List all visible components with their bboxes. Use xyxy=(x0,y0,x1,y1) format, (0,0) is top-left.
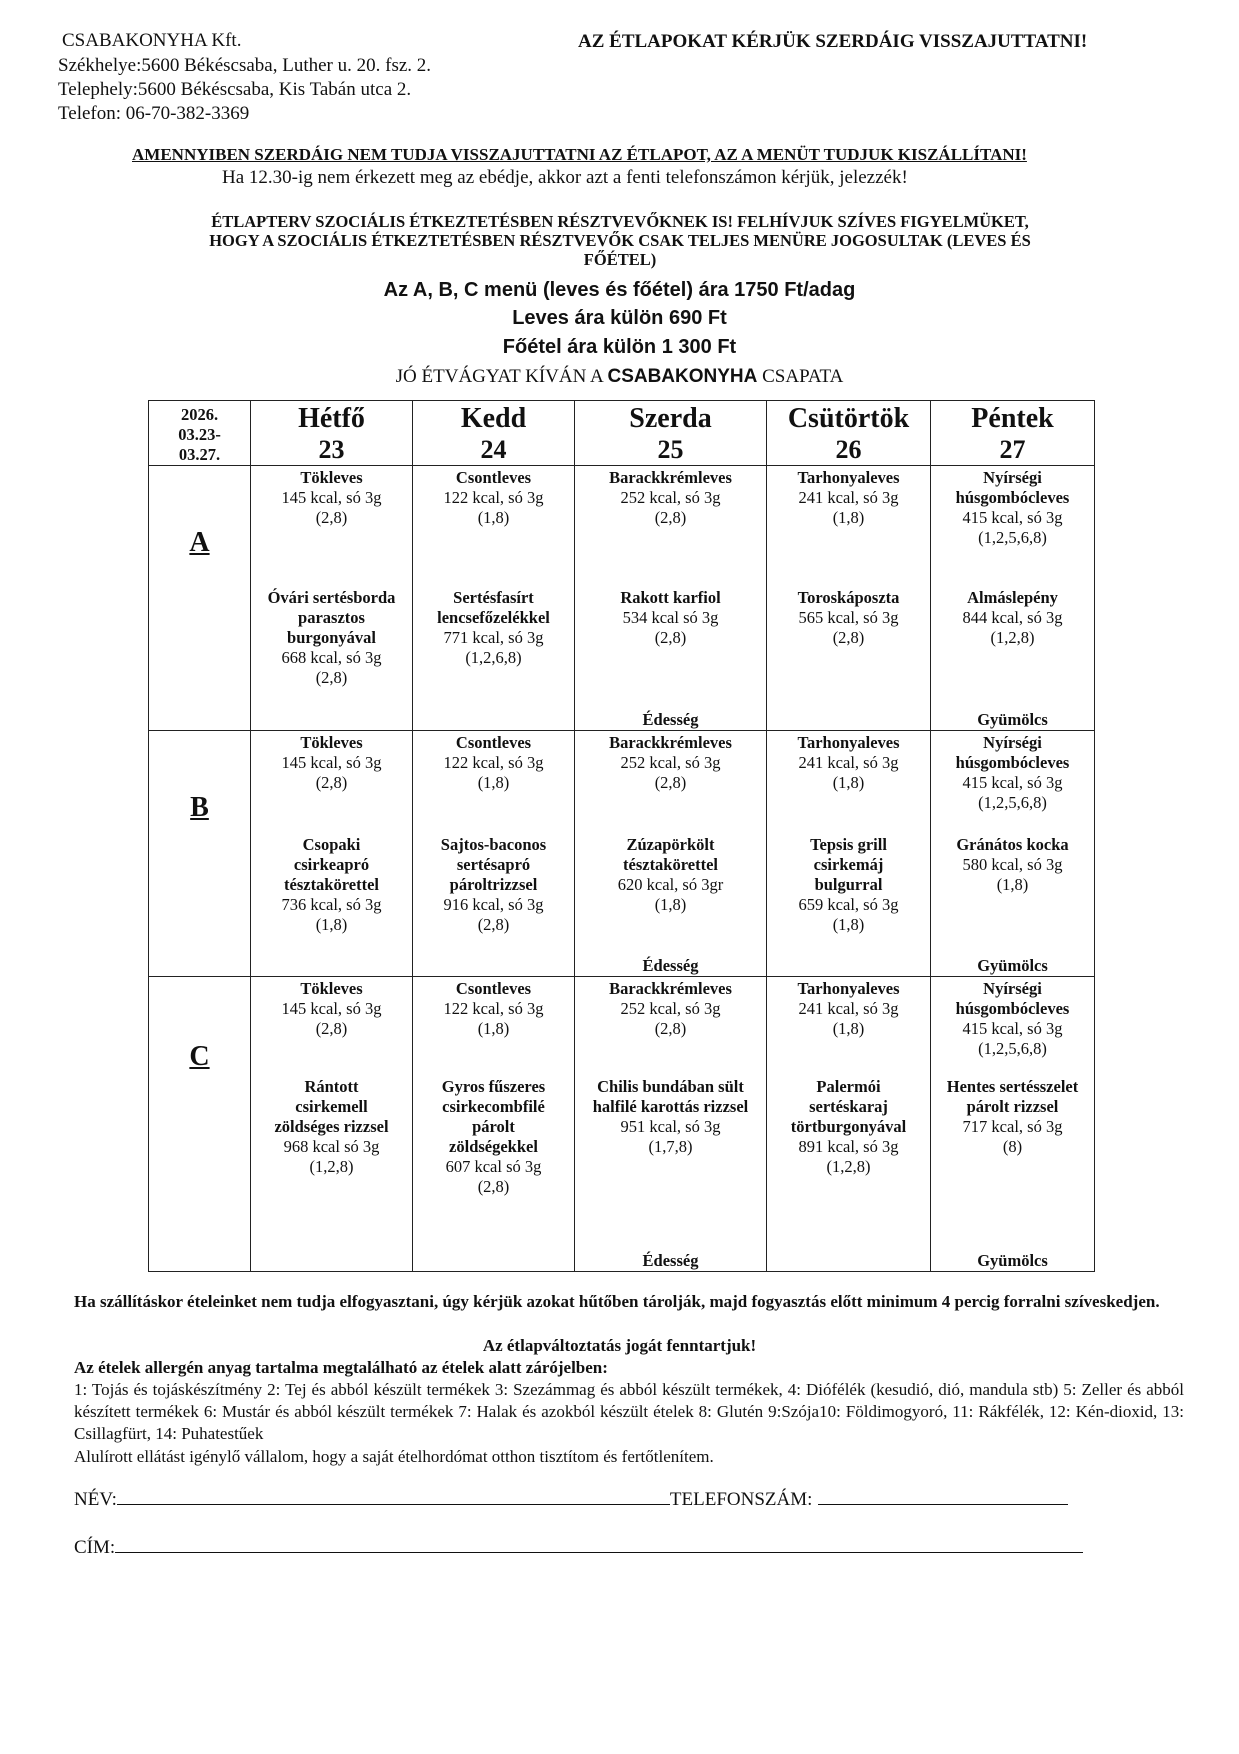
greeting: JÓ ÉTVÁGYAT KÍVÁN A CSABAKONYHA CSAPATA xyxy=(395,366,844,387)
soup-info: (1,8) xyxy=(832,1019,865,1038)
main-dish-block xyxy=(767,835,930,935)
soup-name: húsgombócleves xyxy=(955,488,1070,507)
soup-info: (1,8) xyxy=(477,508,510,527)
soup-info: 145 kcal, só 3g xyxy=(281,753,382,772)
soup-name: Nyírségi xyxy=(983,979,1042,998)
soup-name: Tarhonyaleves xyxy=(797,733,900,752)
extra-item: Gyümölcs xyxy=(977,956,1048,975)
name-field-row xyxy=(74,1486,1068,1511)
day-header-wed: Szerda 25 xyxy=(575,401,767,466)
soup-info: 122 kcal, só 3g xyxy=(443,753,544,772)
main-dish-name: Almáslepény xyxy=(967,588,1058,607)
soup-info: 122 kcal, só 3g xyxy=(443,999,544,1018)
main-dish-name: csirkemell xyxy=(295,1097,368,1116)
soup-block xyxy=(413,977,574,1039)
soup-info: 252 kcal, só 3g xyxy=(620,999,721,1018)
main-dish-info: 565 kcal, só 3g xyxy=(798,608,899,627)
main-dish-block xyxy=(413,1077,574,1197)
main-dish-name: Rántott xyxy=(304,1077,359,1096)
main-dish-name: Zúzapörkölt xyxy=(626,835,715,854)
soup-info: (1,8) xyxy=(477,773,510,792)
main-dish-info: (1,2,8) xyxy=(309,1157,354,1176)
main-dish-info: (1,2,8) xyxy=(826,1157,871,1176)
main-dish-name: Rakott karfiol xyxy=(620,588,721,607)
main-dish-name: zöldségekkel xyxy=(449,1137,538,1156)
main-dish-name: törtburgonyával xyxy=(790,1117,907,1136)
soup-name: Tökleves xyxy=(300,979,363,998)
main-dish-name: Csopaki xyxy=(302,835,361,854)
soup-block xyxy=(575,977,766,1039)
soup-info: (2,8) xyxy=(315,1019,348,1038)
main-dish-info: 844 kcal, só 3g xyxy=(962,608,1063,627)
soup-block xyxy=(931,977,1094,1059)
soup-info: (2,8) xyxy=(654,1019,687,1038)
soup-block xyxy=(931,731,1094,813)
lunch-notice: Ha 12.30-ig nem érkezett meg az ebédje, akkor azt a fenti telefonszámon kérjük, jelezzék! xyxy=(222,167,908,188)
menu-cell xyxy=(575,466,767,731)
main-dish-info: 620 kcal, só 3gr xyxy=(617,875,724,894)
main-dish-name: Palermói xyxy=(816,1077,881,1096)
soup-name: Nyírségi xyxy=(983,468,1042,487)
main-dish-block xyxy=(251,835,412,935)
company-site: Telephely:5600 Békéscsaba, Kis Tabán utca 2. xyxy=(58,79,412,100)
soup-info: (1,2,5,6,8) xyxy=(978,528,1047,547)
main-dish-name: csirkeapró xyxy=(293,855,370,874)
main-dish-info: 668 kcal, só 3g xyxy=(281,648,382,667)
main-dish-name: tésztakörettel xyxy=(284,875,379,894)
main-dish-name: Chilis bundában sült xyxy=(597,1077,744,1096)
storage-notice: Ha szállításkor ételeinket nem tudja elfogyasztani, úgy kérjük azokat hűtőben tárolják, majd fogyasztás előtt minimum 4 percig forralni szíveskedjen. xyxy=(74,1292,1160,1311)
main-dish-name: csirkecombfilé xyxy=(442,1097,545,1116)
soup-name: Csontleves xyxy=(455,979,532,998)
soup-block xyxy=(251,977,412,1039)
menu-cell xyxy=(767,731,931,977)
soup-info: 241 kcal, só 3g xyxy=(798,999,899,1018)
soup-info: (2,8) xyxy=(654,508,687,527)
soup-block xyxy=(767,731,930,793)
main-dish-info: (8) xyxy=(1002,1137,1023,1156)
main-dish-info: (1,8) xyxy=(315,915,348,934)
soup-name: Tökleves xyxy=(300,468,363,487)
soup-block xyxy=(251,731,412,793)
menu-cell xyxy=(251,731,413,977)
main-dish-info: 736 kcal, só 3g xyxy=(281,895,382,914)
menu-cell xyxy=(413,977,575,1272)
menu-cell xyxy=(931,731,1095,977)
menu-cell xyxy=(931,977,1095,1272)
soup-info: (2,8) xyxy=(654,773,687,792)
soup-name: Barackkrémleves xyxy=(609,733,732,752)
main-dish-name: csirkemáj xyxy=(813,855,884,874)
price-menu: Az A, B, C menü (leves és főétel) ára 1750 Ft/adag xyxy=(383,279,856,301)
price-main: Főétel ára külön 1 300 Ft xyxy=(502,336,737,358)
soup-name: Tökleves xyxy=(300,733,363,752)
soup-info: 252 kcal, só 3g xyxy=(620,488,721,507)
company-phone: Telefon: 06-70-382-3369 xyxy=(58,103,250,124)
main-dish-name: párolt xyxy=(472,1117,515,1136)
main-dish-name: Sajtos-baconos xyxy=(440,835,547,854)
main-dish-info: 580 kcal, só 3g xyxy=(962,855,1063,874)
menu-cell xyxy=(251,977,413,1272)
main-dish-info: (2,8) xyxy=(477,1177,510,1196)
soup-block xyxy=(931,466,1094,548)
soup-block xyxy=(767,466,930,528)
extra-item: Édesség xyxy=(642,710,699,729)
soup-info: (1,8) xyxy=(477,1019,510,1038)
menu-letter: C xyxy=(189,1041,210,1072)
main-dish-block xyxy=(575,588,766,648)
main-dish-block xyxy=(251,1077,412,1177)
main-dish-block xyxy=(767,1077,930,1177)
soup-block xyxy=(413,731,574,793)
table-header-row xyxy=(149,401,1095,466)
main-dish-info: 891 kcal, só 3g xyxy=(798,1137,899,1156)
soup-info: (1,8) xyxy=(832,508,865,527)
main-dish-block xyxy=(767,588,930,648)
main-dish-block xyxy=(575,835,766,915)
soup-info: 241 kcal, só 3g xyxy=(798,753,899,772)
extra-item: Édesség xyxy=(642,956,699,975)
soup-info: (2,8) xyxy=(315,508,348,527)
main-dish-block xyxy=(413,588,574,668)
main-dish-info: (1,8) xyxy=(996,875,1029,894)
delivery-notice: AMENNYIBEN SZERDÁIG NEM TUDJA VISSZAJUTTATNI AZ ÉTLAPOT, AZ A MENÜT TUDJUK KISZÁLLÍTANI! xyxy=(132,145,1027,164)
main-dish-block xyxy=(931,1077,1094,1157)
main-dish-name: halfilé karottás rizzsel xyxy=(592,1097,749,1116)
menu-cell xyxy=(413,466,575,731)
main-dish-name: zöldséges rizzsel xyxy=(274,1117,389,1136)
social-notice: ÉTLAPTERV SZOCIÁLIS ÉTKEZTETÉSBEN RÉSZTVEVŐKNEK IS! FELHÍVJUK SZÍVES FIGYELMÜKET, HOGY A SZOCIÁLIS ÉTKEZTETÉSBEN RÉSZTVEVŐK CSAK TELJES MENÜRE JOGOSULTAK (LEVES ÉS FŐÉTEL) xyxy=(209,212,1031,269)
main-dish-name: sertésapró xyxy=(456,855,531,874)
menu-table xyxy=(148,400,1095,1272)
soup-info: 145 kcal, só 3g xyxy=(281,488,382,507)
name-label: NÉV: xyxy=(74,1489,117,1510)
menu-cell xyxy=(767,977,931,1272)
main-dish-name: Sertésfasírt xyxy=(453,588,534,607)
main-dish-block xyxy=(251,588,412,688)
extra-item: Gyümölcs xyxy=(977,710,1048,729)
main-dish-info: 968 kcal só 3g xyxy=(283,1137,380,1156)
extra-item: Édesség xyxy=(642,1251,699,1270)
soup-block xyxy=(575,731,766,793)
main-dish-block xyxy=(413,835,574,935)
menu-letter-cell xyxy=(149,977,251,1272)
soup-name: Csontleves xyxy=(455,468,532,487)
main-dish-name: bulgurral xyxy=(814,875,883,894)
main-dish-name: párolt rizzsel xyxy=(966,1097,1059,1116)
menu-cell xyxy=(767,466,931,731)
main-dish-info: (2,8) xyxy=(654,628,687,647)
menu-letter: B xyxy=(190,792,209,823)
main-dish-name: Tepsis grill xyxy=(810,835,887,854)
soup-info: 252 kcal, só 3g xyxy=(620,753,721,772)
main-dish-name: Óvári sertésborda xyxy=(267,588,396,607)
menu-cell xyxy=(575,731,767,977)
menu-row-b xyxy=(149,731,1095,977)
main-dish-info: 607 kcal só 3g xyxy=(445,1157,542,1176)
main-dish-info: 951 kcal, só 3g xyxy=(620,1117,721,1136)
menu-letter-cell xyxy=(149,466,251,731)
soup-info: 415 kcal, só 3g xyxy=(962,508,1063,527)
main-dish-name: tésztakörettel xyxy=(623,855,718,874)
menu-cell xyxy=(413,731,575,977)
main-dish-info: 916 kcal, só 3g xyxy=(443,895,544,914)
change-rights: Az étlapváltoztatás jogát fenntartjuk! xyxy=(482,1336,757,1355)
soup-block xyxy=(767,977,930,1039)
menu-cell xyxy=(575,977,767,1272)
main-dish-name: lencsefőzelékkel xyxy=(437,608,550,627)
menu-cell xyxy=(251,466,413,731)
main-dish-info: 771 kcal, só 3g xyxy=(443,628,544,647)
phone-label: TELEFONSZÁM: xyxy=(669,1489,813,1510)
day-header-thu: Csütörtök 26 xyxy=(767,401,931,466)
main-dish-info: (1,8) xyxy=(832,915,865,934)
company-seat: Székhelye:5600 Békéscsaba, Luther u. 20. fsz. 2. xyxy=(58,55,432,76)
main-dish-name: Gyros fűszeres xyxy=(441,1077,546,1096)
menu-cell xyxy=(931,466,1095,731)
soup-block xyxy=(251,466,412,528)
price-soup: Leves ára külön 690 Ft xyxy=(512,307,727,329)
soup-block xyxy=(575,466,766,528)
menu-letter: A xyxy=(189,527,210,558)
main-dish-info: (1,2,6,8) xyxy=(465,648,522,667)
main-dish-info: (2,8) xyxy=(477,915,510,934)
declaration: Alulírott ellátást igénylő vállalom, hogy a saját ételhordómat otthon tisztítom és fertőtlenítem. xyxy=(74,1447,714,1466)
day-header-tue: Kedd 24 xyxy=(413,401,575,466)
day-header-fri: Péntek 27 xyxy=(931,401,1095,466)
day-header-mon: Hétfő 23 xyxy=(251,401,413,466)
soup-name: Tarhonyaleves xyxy=(797,468,900,487)
extra-item: Gyümölcs xyxy=(977,1251,1048,1270)
main-dish-info: 659 kcal, só 3g xyxy=(798,895,899,914)
soup-info: 122 kcal, só 3g xyxy=(443,488,544,507)
soup-info: 145 kcal, só 3g xyxy=(281,999,382,1018)
soup-name: Tarhonyaleves xyxy=(797,979,900,998)
main-dish-name: parasztos xyxy=(298,608,365,627)
address-label: CÍM: xyxy=(74,1537,116,1558)
soup-info: (1,2,5,6,8) xyxy=(978,1039,1047,1058)
main-dish-name: sertéskaraj xyxy=(809,1097,888,1116)
main-dish-name: Toroskáposzta xyxy=(797,588,900,607)
soup-name: Nyírségi xyxy=(983,733,1042,752)
allergen-title: Az ételek allergén anyag tartalma megtalálható az ételek alatt zárójelben: xyxy=(74,1358,608,1377)
soup-info: (1,2,5,6,8) xyxy=(978,793,1047,812)
main-dish-name: Hentes sertésszelet xyxy=(946,1077,1079,1096)
allergen-list: 1: Tojás és tojáskészítmény 2: Tej és abból készült termékek 3: Szezámmag és abból készült termékek, 4: Diófélék (kesudió, dió, mandula stb) 5: Zeller és abból készített termékek 6: Mustár és abból készült termékek 7: Halak és azokból készült ételek 8: Glutén 9:Szója10: Földimogyoró, 11: Rákfélék, 12: Kén-dioxid, 13: Csillagfürt, 14: Puhatestűek xyxy=(74,1380,1184,1443)
main-dish-info: (2,8) xyxy=(832,628,865,647)
soup-name: Csontleves xyxy=(455,733,532,752)
phone-field[interactable] xyxy=(818,1486,1068,1505)
menu-row-c xyxy=(149,977,1095,1272)
brand-name: CSABAKONYHA xyxy=(607,366,758,387)
soup-info: 241 kcal, só 3g xyxy=(798,488,899,507)
soup-info: (2,8) xyxy=(315,773,348,792)
main-dish-name: Gránátos kocka xyxy=(956,835,1069,854)
main-dish-info: 534 kcal só 3g xyxy=(622,608,719,627)
soup-name: húsgombócleves xyxy=(955,999,1070,1018)
soup-info: 415 kcal, só 3g xyxy=(962,1019,1063,1038)
soup-name: húsgombócleves xyxy=(955,753,1070,772)
main-dish-info: (1,8) xyxy=(654,895,687,914)
soup-info: 415 kcal, só 3g xyxy=(962,773,1063,792)
address-field[interactable] xyxy=(115,1534,1083,1553)
company-name: CSABAKONYHA Kft. xyxy=(62,30,242,51)
main-dish-info: (1,7,8) xyxy=(648,1137,693,1156)
main-dish-block xyxy=(575,1077,766,1157)
week-range: 2026. 03.23- 03.27. xyxy=(149,401,251,466)
return-notice: AZ ÉTLAPOKAT KÉRJÜK SZERDÁIG VISSZAJUTTATNI! xyxy=(578,31,1088,52)
main-dish-name: pároltrizzsel xyxy=(449,875,538,894)
menu-row-a xyxy=(149,466,1095,731)
main-dish-info: 717 kcal, só 3g xyxy=(962,1117,1063,1136)
menu-letter-cell xyxy=(149,731,251,977)
main-dish-block xyxy=(931,588,1094,648)
name-field[interactable] xyxy=(117,1486,670,1505)
main-dish-info: (2,8) xyxy=(315,668,348,687)
soup-name: Barackkrémleves xyxy=(609,468,732,487)
soup-info: (1,8) xyxy=(832,773,865,792)
address-field-row xyxy=(74,1534,1083,1559)
soup-block xyxy=(413,466,574,528)
main-dish-block xyxy=(931,835,1094,895)
soup-name: Barackkrémleves xyxy=(609,979,732,998)
main-dish-name: burgonyával xyxy=(287,628,376,647)
main-dish-info: (1,2,8) xyxy=(990,628,1035,647)
